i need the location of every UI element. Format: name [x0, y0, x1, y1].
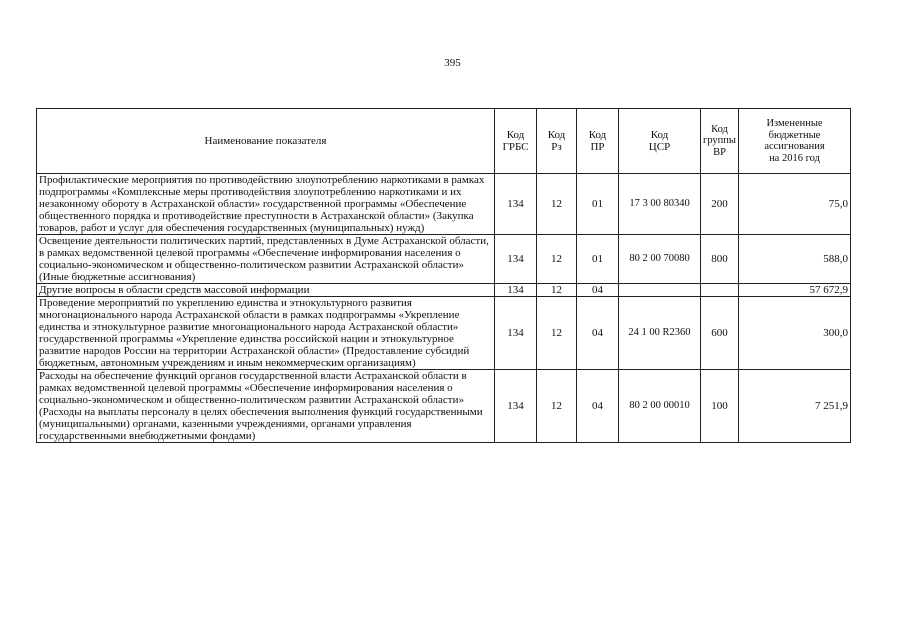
row-rz: 12 [537, 284, 577, 297]
row-amount: 300,0 [739, 297, 851, 370]
row-name: Освещение деятельности политических партий, представленных в Думе Астраханской области, в рамках ведомственной целевой программы «Обеспечение информирования населения о социально-экономическом и общественно-политическом развитии Астраханской области» (Иные бюджетные ассигнования) [37, 235, 495, 284]
header-csr: Код ЦСР [619, 109, 701, 174]
header-vr: Код группы ВР [701, 109, 739, 174]
row-rz: 12 [537, 370, 577, 443]
row-amount: 75,0 [739, 174, 851, 235]
header-rz: Код Рз [537, 109, 577, 174]
row-grbs: 134 [495, 297, 537, 370]
row-vr: 600 [701, 297, 739, 370]
row-pr: 04 [577, 370, 619, 443]
row-name: Проведение мероприятий по укреплению единства и этнокультурного развития многонационального народа Астраханской области в рамках подпрограммы «Укрепление единства и этнокультурное развитие многонационального народа Астраханской области» государственной программы «Укрепление единства российской нации и этнокультурное развитие народов России на территории Астраханской области» (Предоставление субсидий бюджетным, автономным учреждениям и иным некоммерческим организациям) [37, 297, 495, 370]
row-grbs: 134 [495, 235, 537, 284]
row-csr: 80 2 00 70080 [619, 235, 701, 284]
row-grbs: 134 [495, 370, 537, 443]
row-amount: 588,0 [739, 235, 851, 284]
row-pr: 04 [577, 297, 619, 370]
row-csr [619, 284, 701, 297]
row-vr: 800 [701, 235, 739, 284]
page-number: 395 [444, 57, 461, 69]
row-name: Расходы на обеспечение функций органов государственной власти Астраханской области в рамках ведомственной целевой программы «Обеспечение информирования населения о социально-экономическом и общественно-политическом развитии Астраханской области» (Расходы на выплаты персоналу в целях обеспечения выполнения функций государственными (муниципальными) органами, казенными учреждениями, органами управления государственными внебюджетными фондами) [37, 370, 495, 443]
header-row [37, 109, 851, 174]
row-pr: 01 [577, 235, 619, 284]
row-amount: 7 251,9 [739, 370, 851, 443]
row-rz: 12 [537, 235, 577, 284]
budget-table [36, 108, 851, 443]
row-rz: 12 [537, 174, 577, 235]
row-pr: 04 [577, 284, 619, 297]
header-amount: Измененные бюджетные ассигнования на 2016 год [739, 109, 851, 174]
row-name: Профилактические мероприятия по противодействию злоупотреблению наркотиками в рамках подпрограммы «Комплексные меры противодействия злоупотреблению наркотиками и их незаконному обороту в Астраханской области» государственной программы «Обеспечение общественного порядка и противодействие преступности в Астраханской области» (Закупка товаров, работ и услуг для обеспечения государственных (муниципальных) нужд) [37, 174, 495, 235]
table-row [37, 297, 851, 370]
row-name: Другие вопросы в области средств массовой информации [37, 284, 495, 297]
row-amount: 57 672,9 [739, 284, 851, 297]
header-name: Наименование показателя [37, 109, 495, 174]
row-csr: 17 3 00 80340 [619, 174, 701, 235]
row-csr: 80 2 00 00010 [619, 370, 701, 443]
header-pr: Код ПР [577, 109, 619, 174]
table-row [37, 174, 851, 235]
header-grbs: Код ГРБС [495, 109, 537, 174]
row-vr [701, 284, 739, 297]
row-grbs: 134 [495, 284, 537, 297]
row-rz: 12 [537, 297, 577, 370]
table-row [37, 235, 851, 284]
row-vr: 200 [701, 174, 739, 235]
row-pr: 01 [577, 174, 619, 235]
table-row [37, 370, 851, 443]
row-grbs: 134 [495, 174, 537, 235]
row-csr: 24 1 00 R2360 [619, 297, 701, 370]
row-vr: 100 [701, 370, 739, 443]
table-row [37, 284, 851, 297]
